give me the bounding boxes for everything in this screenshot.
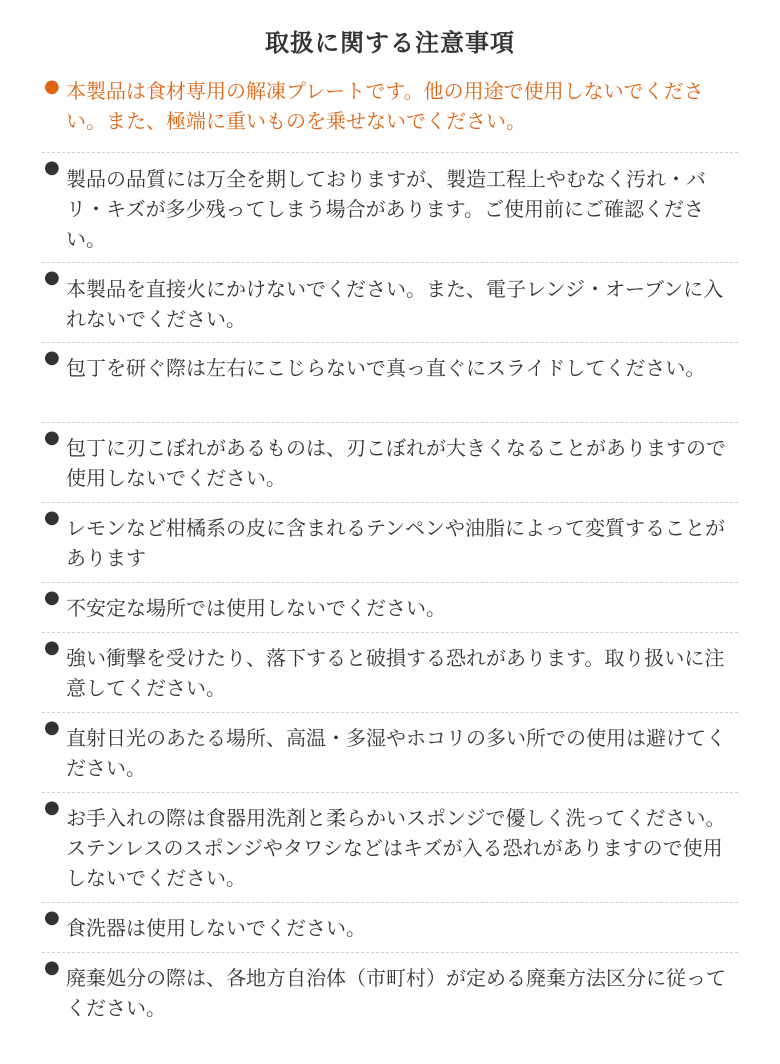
caution-item-3 [42,263,738,343]
caution-item-9 [42,713,738,793]
bullet-icon: ● [44,267,60,288]
caution-text: レモンなど柑橘系の皮に含まれるテンペンや油脂によって変質することがあります [66,516,725,570]
caution-text: 包丁に刃こぼれがあるものは、刃こぼれが大きくなることがありますので使用しないでください。 [66,436,726,490]
caution-item-4 [42,343,738,423]
bullet-icon: ● [44,637,60,658]
bullet-icon: ● [44,957,60,978]
caution-item-8 [42,633,738,713]
bullet-icon: ● [44,157,60,178]
caution-text: 食洗器は使用しないでください。 [66,916,366,940]
caution-list [42,72,738,1033]
bullet-icon: ● [44,717,60,738]
caution-item-1 [42,72,738,153]
bullet-icon: ● [44,427,60,448]
caution-item-10 [42,793,738,903]
bullet-icon: ● [44,507,60,528]
caution-text: 廃棄処分の際は、各地方自治体（市町村）が定める廃棄方法区分に従ってください。 [66,966,726,1020]
caution-item-5 [42,423,738,503]
bullet-icon: ● [44,907,60,928]
caution-item-11 [42,903,738,953]
bullet-icon: ● [44,797,60,818]
caution-text: 強い衝撃を受けたり、落下すると破損する恐れがあります。取り扱いに注意してください。 [66,646,725,700]
caution-text: 不安定な場所では使用しないでください。 [66,596,446,620]
caution-item-7 [42,583,738,633]
caution-text: 直射日光のあたる場所、高温・多湿やホコリの多い所での使用は避けてください。 [66,726,726,780]
caution-text: お手入れの際は食器用洗剤と柔らかいスポンジで優しく洗ってください。ステンレスのスポンジやタワシなどはキズが入る恐れがありますので使用しないでください。 [66,806,726,890]
bullet-icon: ● [44,76,60,97]
caution-text: 本製品を直接火にかけないでください。また、電子レンジ・オーブンに入れないでください。 [66,277,724,331]
caution-item-6 [42,503,738,583]
bullet-icon: ● [44,587,60,608]
caution-text: 本製品は食材専用の解凍プレートです。他の用途で使用しないでください。また、極端に重いものを乗せないでください。 [66,79,704,133]
caution-item-2 [42,153,738,263]
bullet-icon: ● [44,347,60,368]
caution-item-12 [42,953,738,1033]
caution-text: 包丁を研ぐ際は左右にこじらないで真っ直ぐにスライドしてください。 [66,356,706,380]
page-title: 取扱に関する注意事項 [265,29,515,57]
caution-text: 製品の品質には万全を期しておりますが、製造工程上やむなく汚れ・バリ・キズが多少残ってしまう場合があります。ご使用前にご確認ください。 [66,167,706,251]
